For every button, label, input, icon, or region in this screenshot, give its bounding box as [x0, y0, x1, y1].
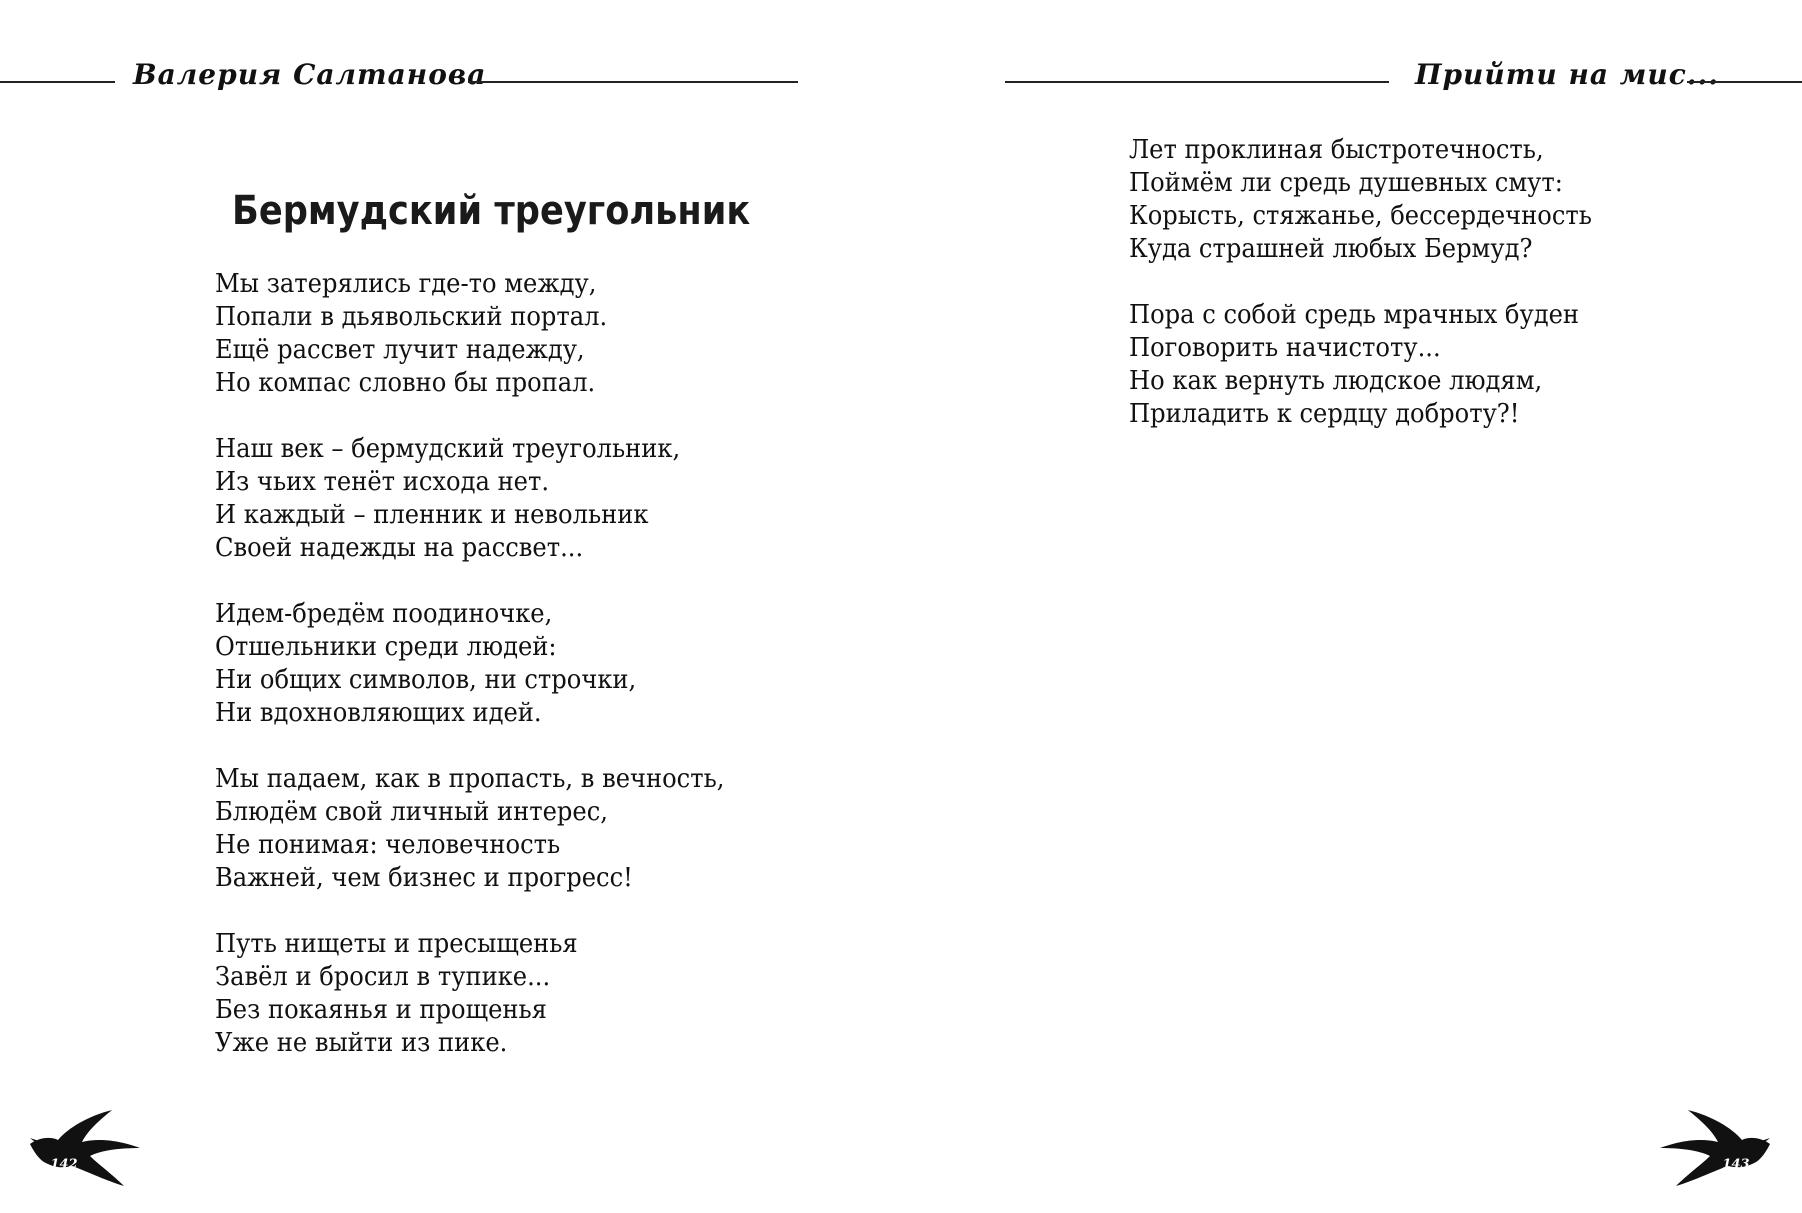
swallow-icon: [1657, 1108, 1772, 1188]
poem-line: Уже не выйти из пике.: [215, 1028, 508, 1058]
poem-line: Поговорить начистоту...: [1129, 333, 1441, 363]
running-head-book: Прийти на мис...: [1415, 58, 1720, 91]
poem-line: И каждый – пленник и невольник: [215, 500, 649, 530]
stanza: [215, 763, 763, 895]
poem-line: Ни вдохновляющих идей.: [215, 698, 542, 728]
poem-line: Мы затерялись где-то между,: [215, 269, 597, 299]
poem-line: Важней, чем бизнес и прогресс!: [215, 863, 633, 893]
poem-line: Пора с собой средь мрачных буден: [1129, 300, 1580, 330]
poem-line: Приладить к сердцу доброту?!: [1129, 399, 1520, 429]
poem-line: Без покаянья и прощенья: [215, 995, 547, 1025]
page-marker-right: [1657, 1108, 1772, 1188]
poem-title: Бермудский треугольник: [232, 188, 751, 234]
poem-line: Ещё рассвет лучит надежду,: [215, 335, 585, 365]
stanza: [215, 928, 763, 1060]
poem-body-left: [215, 268, 763, 1060]
poem-line: Поймём ли средь душевных смут:: [1129, 168, 1563, 198]
page-number: 142: [50, 1157, 78, 1172]
swallow-icon: [28, 1108, 143, 1188]
stanza: [215, 598, 763, 730]
poem-line: Корысть, стяжанье, бессердечность: [1129, 201, 1592, 231]
header-rule-right-outer: [1687, 81, 1802, 83]
right-page: [901, 0, 1802, 1213]
poem-line: Идем-бредём поодиночке,: [215, 599, 553, 629]
poem-line: Своей надежды на рассвет...: [215, 533, 584, 563]
header-rule-left-outer: [0, 81, 115, 83]
poem-line: Но как вернуть людское людям,: [1129, 366, 1543, 396]
running-head-author: Валерия Салтанова: [133, 58, 487, 91]
stanza: [1129, 299, 1627, 431]
poem-line: Попали в дьявольский портал.: [215, 302, 608, 332]
stanza: [215, 268, 763, 400]
stanza: [215, 433, 763, 565]
poem-line: Наш век – бермудский треугольник,: [215, 434, 681, 464]
poem-line: Но компас словно бы пропал.: [215, 368, 596, 398]
poem-line: Отшельники среди людей:: [215, 632, 557, 662]
poem-line: Ни общих символов, ни строчки,: [215, 665, 637, 695]
header-rule-left-inner: [468, 81, 798, 83]
poem-line: Завёл и бросил в тупике...: [215, 962, 551, 992]
poem-line: Куда страшней любых Бермуд?: [1129, 234, 1533, 264]
poem-line: Не понимая: человечность: [215, 830, 561, 860]
page-marker-left: [28, 1108, 143, 1188]
poem-body-right: [1129, 134, 1627, 431]
stanza: [1129, 134, 1627, 266]
header-rule-right-inner: [1005, 81, 1389, 83]
poem-line: Лет проклиная быстротечность,: [1129, 135, 1544, 165]
poem-line: Блюдём свой личный интерес,: [215, 797, 608, 827]
poem-line: Мы падаем, как в пропасть, в вечность,: [215, 764, 725, 794]
poem-line: Путь нищеты и пресыщенья: [215, 929, 578, 959]
page-number: 143: [1722, 1157, 1750, 1172]
poem-line: Из чьих тенёт исхода нет.: [215, 467, 550, 497]
